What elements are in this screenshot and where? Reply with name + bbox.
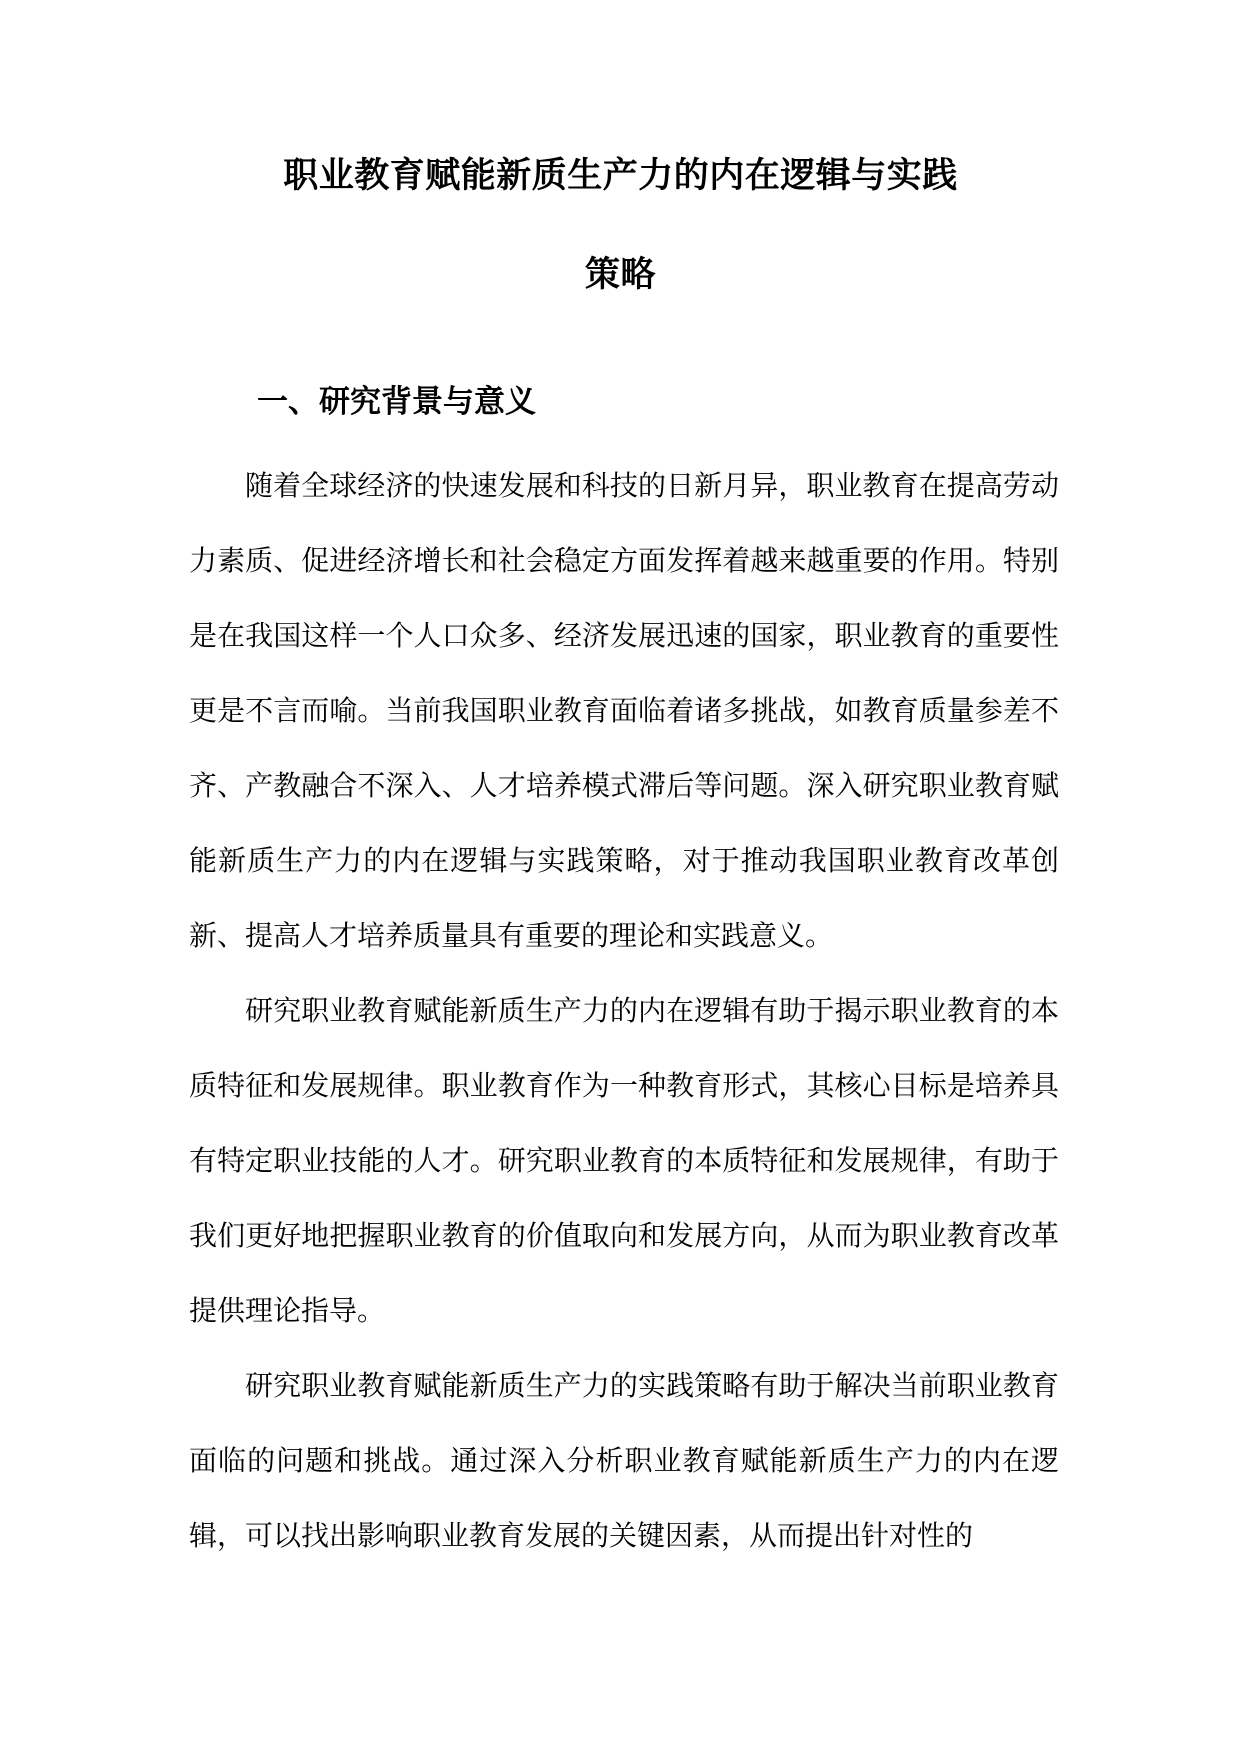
- section-heading: 一、研究背景与意义: [257, 384, 536, 420]
- body-paragraph-3: 研究职业教育赋能新质生产力的实践策略有助于解决当前职业教育面临的问题和挑战。通过深入分析职业教育赋能新质生产力的内在逻辑，可以找出影响职业教育发展的关键因素，从而提出针对性的: [189, 1369, 1059, 1552]
- document-title-line-2: 策略: [584, 254, 656, 295]
- body-paragraph-2: 研究职业教育赋能新质生产力的内在逻辑有助于揭示职业教育的本质特征和发展规律。职业教育作为一种教育形式，其核心目标是培养具有特定职业技能的人才。研究职业教育的本质特征和发展规律，有助于我们更好地把握职业教育的价值取向和发展方向，从而为职业教育改革提供理论指导。: [189, 994, 1059, 1327]
- body-paragraph-1: 随着全球经济的快速发展和科技的日新月异，职业教育在提高劳动力素质、促进经济增长和社会稳定方面发挥着越来越重要的作用。特别是在我国这样一个人口众多、经济发展迅速的国家，职业教育的重要性更是不言而喻。当前我国职业教育面临着诸多挑战，如教育质量参差不齐、产教融合不深入、人才培养模式滞后等问题。深入研究职业教育赋能新质生产力的内在逻辑与实践策略，对于推动我国职业教育改革创新、提高人才培养质量具有重要的理论和实践意义。: [189, 469, 1059, 952]
- document-title-line-1: 职业教育赋能新质生产力的内在逻辑与实践: [283, 155, 958, 196]
